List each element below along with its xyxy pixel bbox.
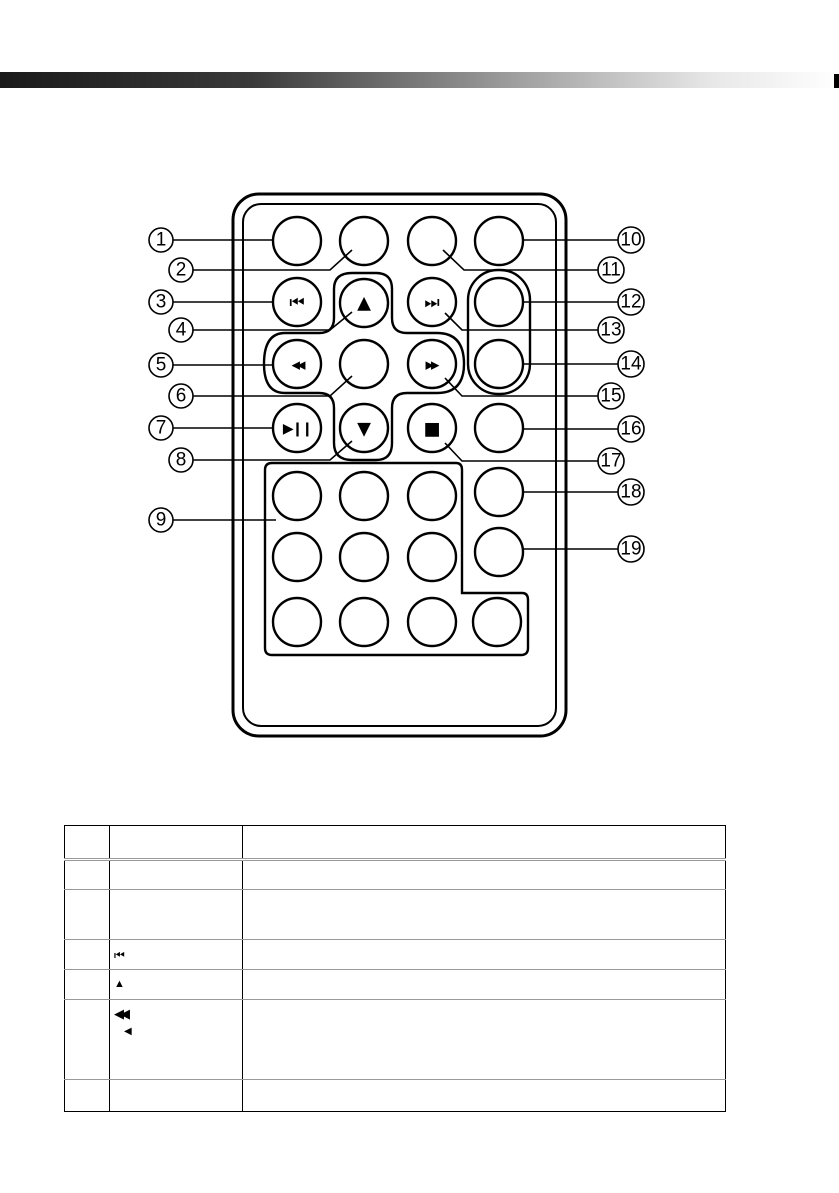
callout-3: 3 <box>155 291 167 313</box>
row-number <box>65 1000 110 1080</box>
row-number <box>65 970 110 1000</box>
table-header-description <box>243 826 726 860</box>
callout-4: 4 <box>175 319 187 341</box>
keypad-button-0[interactable] <box>473 598 521 646</box>
row-description <box>243 890 726 940</box>
row-description <box>243 1080 726 1112</box>
row-number <box>65 890 110 940</box>
side-button-18[interactable] <box>475 468 523 516</box>
callout-17: 17 <box>600 450 622 472</box>
keypad-button-7[interactable] <box>273 598 321 646</box>
row-description <box>243 970 726 1000</box>
row-button <box>110 860 243 890</box>
row-button <box>110 1080 243 1112</box>
callout-19: 19 <box>620 538 642 560</box>
table-row <box>65 970 726 1000</box>
keypad-button-4[interactable] <box>273 533 321 581</box>
table-header-button <box>110 826 243 860</box>
row-button <box>110 940 243 970</box>
side-button-16[interactable] <box>475 404 523 452</box>
volume-up-button[interactable] <box>475 278 523 326</box>
up-arrow-icon: ▲ <box>114 978 125 990</box>
callout-1: 1 <box>155 229 167 251</box>
table-row <box>65 890 726 940</box>
callout-2: 2 <box>175 259 187 281</box>
volume-down-button[interactable] <box>475 340 523 388</box>
top-button-3[interactable] <box>408 217 456 265</box>
table-row <box>65 1000 726 1080</box>
keypad-button-9[interactable] <box>408 598 456 646</box>
row-description <box>243 1000 726 1080</box>
row-description <box>243 860 726 890</box>
callout-13: 13 <box>600 319 622 341</box>
keypad-button-8[interactable] <box>340 598 388 646</box>
callout-15: 15 <box>600 385 622 407</box>
row-number <box>65 860 110 890</box>
row-button <box>110 1000 243 1080</box>
keypad-button-3[interactable] <box>408 472 456 520</box>
next-icon: ⏭ <box>424 293 440 313</box>
callout-10: 10 <box>620 229 642 251</box>
prev-icon: ⏮ <box>289 293 305 313</box>
button-description-table <box>64 825 726 1112</box>
callout-11: 11 <box>601 259 621 281</box>
keypad-button-5[interactable] <box>340 533 388 581</box>
callout-8: 8 <box>175 449 187 471</box>
top-button-2[interactable] <box>340 217 388 265</box>
callout-6: 6 <box>175 385 187 407</box>
up-arrow-icon: ▲ <box>357 292 371 314</box>
row-description <box>243 940 726 970</box>
table-header-number <box>65 826 110 860</box>
table-header-row <box>65 826 726 860</box>
row-number <box>65 1080 110 1112</box>
power-button[interactable] <box>273 217 321 265</box>
prev-icon: ⏮ <box>114 948 125 962</box>
row-button <box>110 970 243 1000</box>
row-number <box>65 940 110 970</box>
rewind-icon: ◀◀ <box>114 1006 126 1021</box>
top-button-4[interactable] <box>475 217 523 265</box>
left-arrow-icon: ◀ <box>124 1026 132 1037</box>
keypad-button-1[interactable] <box>273 472 321 520</box>
keypad-button-2[interactable] <box>340 472 388 520</box>
down-arrow-icon: ▼ <box>357 418 371 440</box>
table-row <box>65 940 726 970</box>
rewind-icon: ◀◀ <box>291 358 303 372</box>
callout-9: 9 <box>155 509 167 531</box>
callout-12: 12 <box>620 291 642 313</box>
callout-14: 14 <box>620 353 642 375</box>
keypad-button-6[interactable] <box>408 533 456 581</box>
callout-5: 5 <box>155 354 167 376</box>
callout-16: 16 <box>620 418 642 440</box>
table-row <box>65 860 726 890</box>
table-row <box>65 1080 726 1112</box>
forward-icon: ▶▶ <box>425 358 437 372</box>
row-button <box>110 890 243 940</box>
stop-icon: ■ <box>423 418 441 440</box>
play-pause-icon: ▶❙❙ <box>282 421 312 437</box>
callout-18: 18 <box>620 481 642 503</box>
callout-7: 7 <box>155 417 167 439</box>
side-button-19[interactable] <box>475 528 523 576</box>
